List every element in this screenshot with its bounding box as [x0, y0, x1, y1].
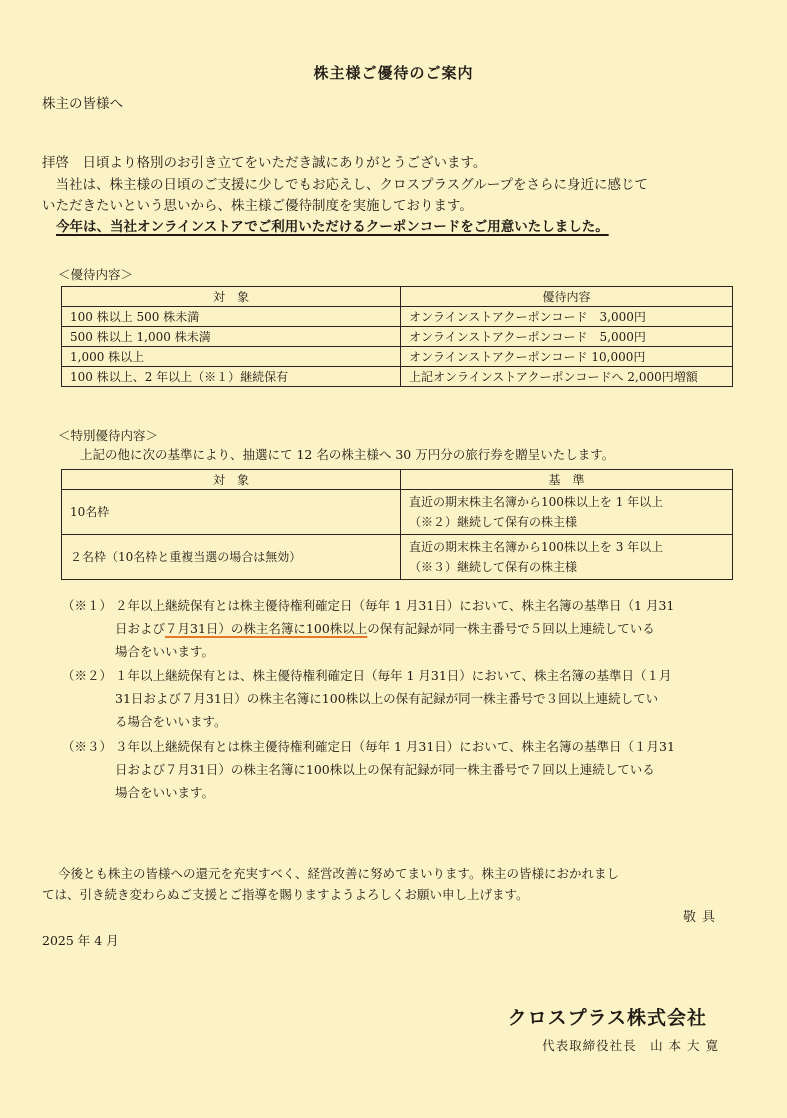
special-target: ２名枠（10名枠と重複当選の場合は無効）	[62, 535, 401, 580]
table-row	[62, 490, 733, 535]
criteria-line: 直近の期末株主名簿から100株以上を 3 年以上	[409, 540, 664, 554]
note-line: １年以上継続保有とは、株主優待権利確定日（毎年 1 月31日）において、株主名簿の基準日（１月	[115, 668, 672, 683]
special-description: 上記の他に次の基準により、抽選にて 12 名の株主様へ 30 万円分の旅行券を贈呈いたします。	[80, 447, 615, 462]
note-1	[62, 594, 752, 663]
note-line: 日および	[115, 621, 166, 636]
note-2	[62, 664, 752, 733]
intro-line-1: 拝啓 日頃より格別のお引き立てをいただき誠にありがとうございます。	[42, 155, 487, 171]
table-row	[62, 347, 733, 367]
intro-line-3: いただきたいという思いから、株主様ご優待制度を実施しております。	[42, 198, 473, 214]
page-title: 株主様ご優待のご案内	[313, 64, 474, 82]
benefit-target: 100 株以上、2 年以上（※１）継続保有	[62, 367, 401, 387]
note-3	[62, 735, 752, 804]
note-line: ３年以上継続保有とは株主優待権利確定日（毎年 1 月31日）において、株主名簿の基準日（１月31	[115, 739, 675, 754]
closing-line-1: 今後とも株主の皆様への還元を充実すべく、経営改善に努めてまいります。株主の皆様におかれまし	[58, 866, 620, 881]
special-table	[61, 469, 733, 580]
special-heading: ＜特別優待内容＞	[58, 428, 159, 443]
special-criteria	[401, 490, 733, 535]
header-target: 対 象	[62, 470, 401, 490]
table-row	[62, 327, 733, 347]
intro-highlight: 今年は、当社オンラインストアでご利用いただけるクーポンコードをご用意いたしました。	[56, 219, 609, 235]
salutation: 株主の皆様へ	[42, 96, 123, 112]
note-label: （※３）	[62, 739, 113, 754]
benefit-content: 上記オンラインストアクーポンコードへ 2,000円増額	[401, 367, 733, 387]
benefit-target: 1,000 株以上	[62, 347, 401, 367]
table-row	[62, 367, 733, 387]
note-line: ２年以上継続保有とは株主優待権利確定日（毎年 1 月31日）において、株主名簿の基準日（1 月31	[115, 598, 675, 613]
special-target: 10名枠	[62, 490, 401, 535]
criteria-line: 直近の期末株主名簿から100株以上を 1 年以上	[409, 495, 664, 509]
header-target: 対 象	[62, 287, 401, 307]
keigu: 敬具	[682, 910, 721, 925]
benefit-target: 500 株以上 1,000 株未満	[62, 327, 401, 347]
intro-line-2: 当社は、株主様の日頃のご支援に少しでもお応えし、クロスプラスグループをさらに身近に感じて	[42, 177, 649, 193]
note-line: 31日および７月31日）の株主名簿に100株以上の保有記録が同一株主番号で３回以上連続してい	[115, 691, 659, 706]
benefit-target: 100 株以上 500 株未満	[62, 307, 401, 327]
closing-line-2: ては、引き続き変わらぬご支援とご指導を賜りますようよろしくお願い申し上げます。	[42, 887, 529, 902]
note-line: の保有記録が同一株主番号で５回以上連続している	[367, 621, 655, 636]
benefits-table	[61, 286, 733, 387]
note-line: 日および７月31日）の株主名簿に100株以上の保有記録が同一株主番号で７回以上連続している	[115, 762, 655, 777]
company-name: クロスプラス株式会社	[507, 1007, 707, 1029]
benefits-heading: ＜優待内容＞	[58, 267, 134, 282]
note-highlight: ７月31日）の株主名簿に100株以上	[165, 621, 368, 636]
benefit-content: オンラインストアクーポンコード 5,000円	[401, 327, 733, 347]
note-line: る場合をいいます。	[115, 714, 227, 729]
note-line: 場合をいいます。	[115, 785, 215, 800]
benefit-content: オンラインストアクーポンコード 3,000円	[401, 307, 733, 327]
special-criteria	[401, 535, 733, 580]
note-label: （※２）	[62, 668, 113, 683]
benefits-header-row	[62, 287, 733, 307]
criteria-line: （※３）継続して保有の株主様	[409, 560, 578, 574]
header-content: 優待内容	[401, 287, 733, 307]
note-line: 場合をいいます。	[115, 644, 215, 659]
representative: 代表取締役社長 山 本 大 寛	[542, 1038, 719, 1053]
letter-date: 2025 年 4 月	[42, 933, 119, 948]
note-label: （※１）	[62, 598, 113, 613]
table-row	[62, 307, 733, 327]
criteria-line: （※２）継続して保有の株主様	[409, 515, 578, 529]
table-row	[62, 535, 733, 580]
header-criteria: 基 準	[401, 470, 733, 490]
special-header-row	[62, 470, 733, 490]
benefit-content: オンラインストアクーポンコード 10,000円	[401, 347, 733, 367]
